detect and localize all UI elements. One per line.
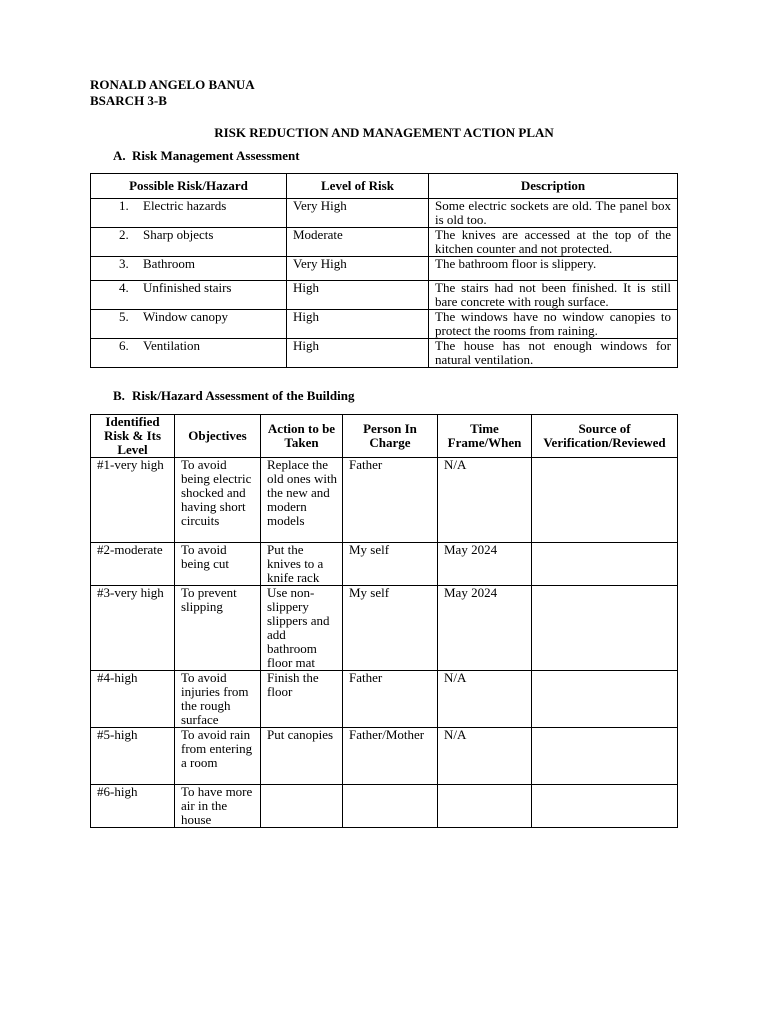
risk-cell: #1-very high <box>91 458 175 543</box>
row-number: 2. <box>119 227 129 242</box>
time-cell: N/A <box>438 671 532 728</box>
objective-cell: To avoid injuries from the rough surface <box>175 671 261 728</box>
objective-cell: To have more air in the house <box>175 785 261 828</box>
section-a-letter: A. <box>113 148 126 163</box>
level-cell: High <box>287 281 429 310</box>
action-cell: Finish the floor <box>261 671 343 728</box>
row-number: 5. <box>119 309 129 324</box>
column-header-source: Source of Verification/Reviewed <box>532 415 678 458</box>
time-cell: N/A <box>438 728 532 785</box>
table-row <box>91 543 678 586</box>
level-cell: High <box>287 339 429 368</box>
person-cell: My self <box>343 543 438 586</box>
table-row <box>91 586 678 671</box>
table-row <box>91 228 678 257</box>
level-cell: Very High <box>287 199 429 228</box>
level-cell: High <box>287 310 429 339</box>
student-section: BSARCH 3-B <box>90 93 167 108</box>
time-cell: May 2024 <box>438 543 532 586</box>
building-assessment-table <box>90 414 678 828</box>
column-header-time: Time Frame/When <box>438 415 532 458</box>
hazard-name: Electric hazards <box>143 198 227 213</box>
person-cell: Father <box>343 671 438 728</box>
risk-cell: #4-high <box>91 671 175 728</box>
row-number: 1. <box>119 198 129 213</box>
description-cell: Some electric sockets are old. The panel box is old too. <box>429 199 678 228</box>
time-cell <box>438 785 532 828</box>
column-header-level: Level of Risk <box>287 174 429 199</box>
source-cell <box>532 458 678 543</box>
hazard-cell <box>91 199 287 228</box>
section-b-letter: B. <box>113 388 125 403</box>
section-a-title: Risk Management Assessment <box>132 148 300 163</box>
table-row <box>91 671 678 728</box>
table-row <box>91 458 678 543</box>
risk-cell: #3-very high <box>91 586 175 671</box>
section-b-heading <box>90 388 678 404</box>
hazard-cell <box>91 310 287 339</box>
table-row <box>91 199 678 228</box>
level-cell: Very High <box>287 257 429 281</box>
risk-cell: #6-high <box>91 785 175 828</box>
column-header-action: Action to be Taken <box>261 415 343 458</box>
table-row <box>91 728 678 785</box>
hazard-name: Window canopy <box>143 309 229 324</box>
objective-cell: To avoid being electric shocked and having short circuits <box>175 458 261 543</box>
hazard-cell <box>91 339 287 368</box>
level-cell: Moderate <box>287 228 429 257</box>
action-cell: Put canopies <box>261 728 343 785</box>
risk-cell: #5-high <box>91 728 175 785</box>
column-header-hazard: Possible Risk/Hazard <box>91 174 287 199</box>
table-row <box>91 257 678 281</box>
hazard-cell <box>91 228 287 257</box>
time-cell: May 2024 <box>438 586 532 671</box>
section-a-heading <box>90 148 678 164</box>
row-number: 6. <box>119 338 129 353</box>
objective-cell: To avoid being cut <box>175 543 261 586</box>
description-cell: The bathroom floor is slippery. <box>429 257 678 281</box>
hazard-name: Bathroom <box>143 256 195 271</box>
column-header-description: Description <box>429 174 678 199</box>
time-cell: N/A <box>438 458 532 543</box>
column-header-person: Person In Charge <box>343 415 438 458</box>
source-cell <box>532 543 678 586</box>
table-row <box>91 339 678 368</box>
row-number: 3. <box>119 256 129 271</box>
action-cell: Replace the old ones with the new and modern models <box>261 458 343 543</box>
document-page <box>90 77 678 828</box>
person-cell: Father <box>343 458 438 543</box>
document-title: RISK REDUCTION AND MANAGEMENT ACTION PLAN <box>214 125 554 140</box>
column-header-objectives: Objectives <box>175 415 261 458</box>
objective-cell: To prevent slipping <box>175 586 261 671</box>
column-header-risk: Identified Risk & Its Level <box>91 415 175 458</box>
description-cell: The knives are accessed at the top of the kitchen counter and not protected. <box>429 228 678 257</box>
hazard-name: Unfinished stairs <box>143 280 232 295</box>
description-cell: The stairs had not been finished. It is still bare concrete with rough surface. <box>429 281 678 310</box>
row-number: 4. <box>119 280 129 295</box>
person-cell: My self <box>343 586 438 671</box>
person-cell: Father/Mother <box>343 728 438 785</box>
hazard-cell <box>91 257 287 281</box>
source-cell <box>532 728 678 785</box>
risk-management-table <box>90 173 678 368</box>
action-cell <box>261 785 343 828</box>
hazard-cell <box>91 281 287 310</box>
source-cell <box>532 671 678 728</box>
objective-cell: To avoid rain from entering a room <box>175 728 261 785</box>
table-row <box>91 281 678 310</box>
hazard-name: Sharp objects <box>143 227 214 242</box>
action-cell: Use non-slippery slippers and add bathroom floor mat <box>261 586 343 671</box>
person-cell <box>343 785 438 828</box>
source-cell <box>532 586 678 671</box>
section-b-title: Risk/Hazard Assessment of the Building <box>132 388 355 403</box>
description-cell: The house has not enough windows for natural ventilation. <box>429 339 678 368</box>
table-row <box>91 310 678 339</box>
student-name: RONALD ANGELO BANUA <box>90 77 255 92</box>
action-cell: Put the knives to a knife rack <box>261 543 343 586</box>
source-cell <box>532 785 678 828</box>
hazard-name: Ventilation <box>143 338 201 353</box>
description-cell: The windows have no window canopies to protect the rooms from raining. <box>429 310 678 339</box>
table-row <box>91 785 678 828</box>
risk-cell: #2-moderate <box>91 543 175 586</box>
